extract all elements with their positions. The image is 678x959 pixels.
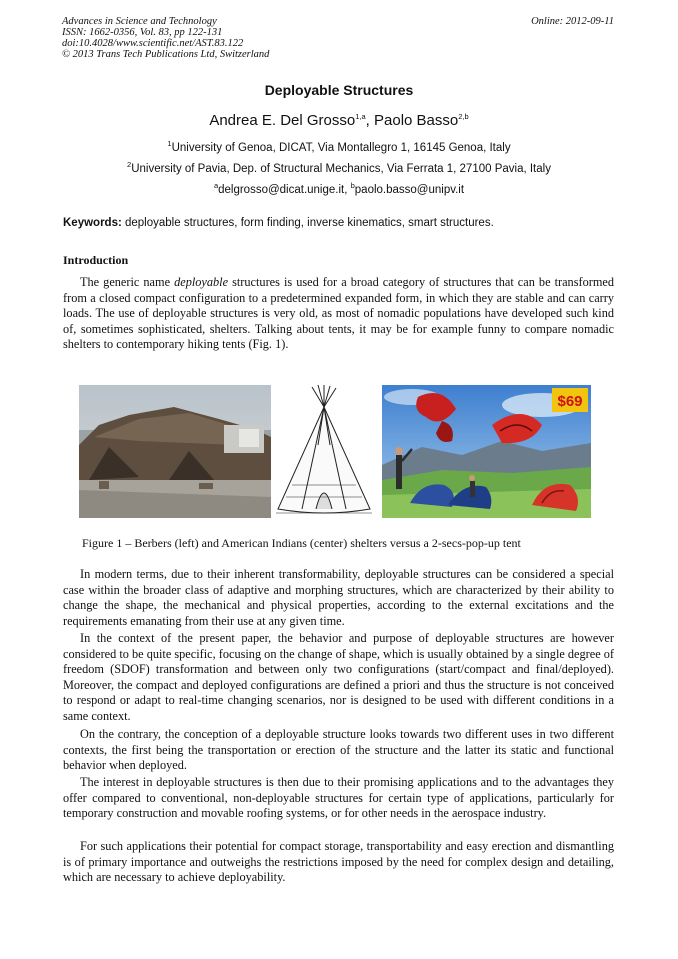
text-run: structures is used for a broad category of structures that can be transformed from a closed compact configuration to a predetermined expanded form, in which they are stable and can carry loads. The use of deployable structures is very old, as most of nomadic populations have developed such kind of, sometimes sophisticated, shelters. Talking about tents, it may be for example funny to compare nomadic shelters to contemporary hiking tents (Fig. 1).	[63, 275, 614, 351]
text-run: The generic name	[80, 275, 175, 289]
author-line	[0, 112, 678, 129]
popup-tent-photo	[382, 385, 591, 518]
keywords-label: Keywords:	[63, 217, 122, 229]
email-link[interactable]: paolo.basso@unipv.it	[354, 183, 465, 196]
copyright-line: © 2013 Trans Tech Publications Ltd, Switzerland	[62, 49, 270, 60]
author-superscript: 2,b	[458, 112, 469, 121]
figure-caption: Figure 1 – Berbers (left) and American Indians (center) shelters versus a 2-secs-pop-up tent	[82, 536, 521, 550]
price-tag-text: $69	[557, 393, 583, 410]
online-date: Online: 2012-09-11	[531, 16, 614, 27]
email-line	[0, 181, 678, 196]
running-header	[62, 16, 614, 60]
email-superscript: a	[213, 181, 219, 190]
body-paragraph: In the context of the present paper, the behavior and purpose of deployable structures are however considered to be quite specific, focusing on the change of shape, which is usually obtained by a single degree of freedom (SDOF) transformation and between only two configurations (start/compact and final/deployed). Moreover, the compact and deployed configurations are defined a priori and thus the structure is not conceived to respond or adapt to real-time changing scenarios, nor is designed to be used with different conditions in a same context.	[63, 631, 614, 723]
keywords-text: deployable structures, form finding, inverse kinematics, smart structures.	[121, 217, 494, 229]
paper-title: Deployable Structures	[264, 82, 414, 98]
journal-name: Advances in Science and Technology	[62, 16, 217, 27]
body-paragraph: For such applications their potential for compact storage, transportability and easy erection and dismantling is of primary importance and outweighs the restrictions imposed by the need for complex design and detailing, which are necessary to achieve deployability.	[63, 839, 614, 884]
tipi-drawing	[272, 385, 377, 518]
affiliation-2	[0, 160, 678, 175]
email-superscript: b	[350, 181, 355, 190]
keywords	[63, 217, 615, 229]
intro-paragraph	[63, 275, 614, 353]
affiliation-text: University of Genoa, DICAT, Via Montallegro 1, 16145 Genoa, Italy	[171, 141, 511, 154]
text-run-italic: deployable	[174, 275, 229, 289]
author-separator: ,	[365, 112, 374, 129]
figure-1	[79, 385, 591, 518]
section-title: Introduction	[63, 253, 129, 267]
affiliation-1	[0, 139, 678, 154]
author-name: Andrea E. Del Grosso	[209, 112, 356, 129]
berber-tent-photo	[79, 385, 271, 518]
author-superscript: 1,a	[355, 112, 366, 121]
affiliation-superscript: 2	[127, 160, 132, 169]
doi-line: doi:10.4028/www.scientific.net/AST.83.122	[62, 38, 244, 49]
body-paragraph: On the contrary, the conception of a deployable structure looks towards two different uses in two different contexts, the first being the transportation or erection of the structure and the latter its static and functional behavior when deployed.	[63, 727, 614, 772]
body-paragraph: In modern terms, due to their inherent transformability, deployable structures can be considered a special case within the broader class of adaptive and morphing structures, which are characterized by their ability to change the shape, the mechanical and physical properties, according to the external excitations and the requirements emanating from their use at any given time.	[63, 567, 614, 628]
author-name: Paolo Basso	[374, 112, 459, 129]
affiliation-text: University of Pavia, Dep. of Structural Mechanics, Via Ferrata 1, 27100 Pavia, Italy	[131, 162, 551, 175]
issn-line: ISSN: 1662-0356, Vol. 83, pp 122-131	[62, 27, 223, 38]
email-link[interactable]: delgrosso@dicat.unige.it,	[218, 183, 351, 196]
body-paragraph: The interest in deployable structures is then due to their promising applications and to the advantages they offer compared to conventional, non-deployable structures for certain type of applications, particularly for temporary construction and movable roofing systems, or for other needs in the aerospace industry.	[63, 775, 614, 820]
affiliation-superscript: 1	[167, 139, 172, 148]
